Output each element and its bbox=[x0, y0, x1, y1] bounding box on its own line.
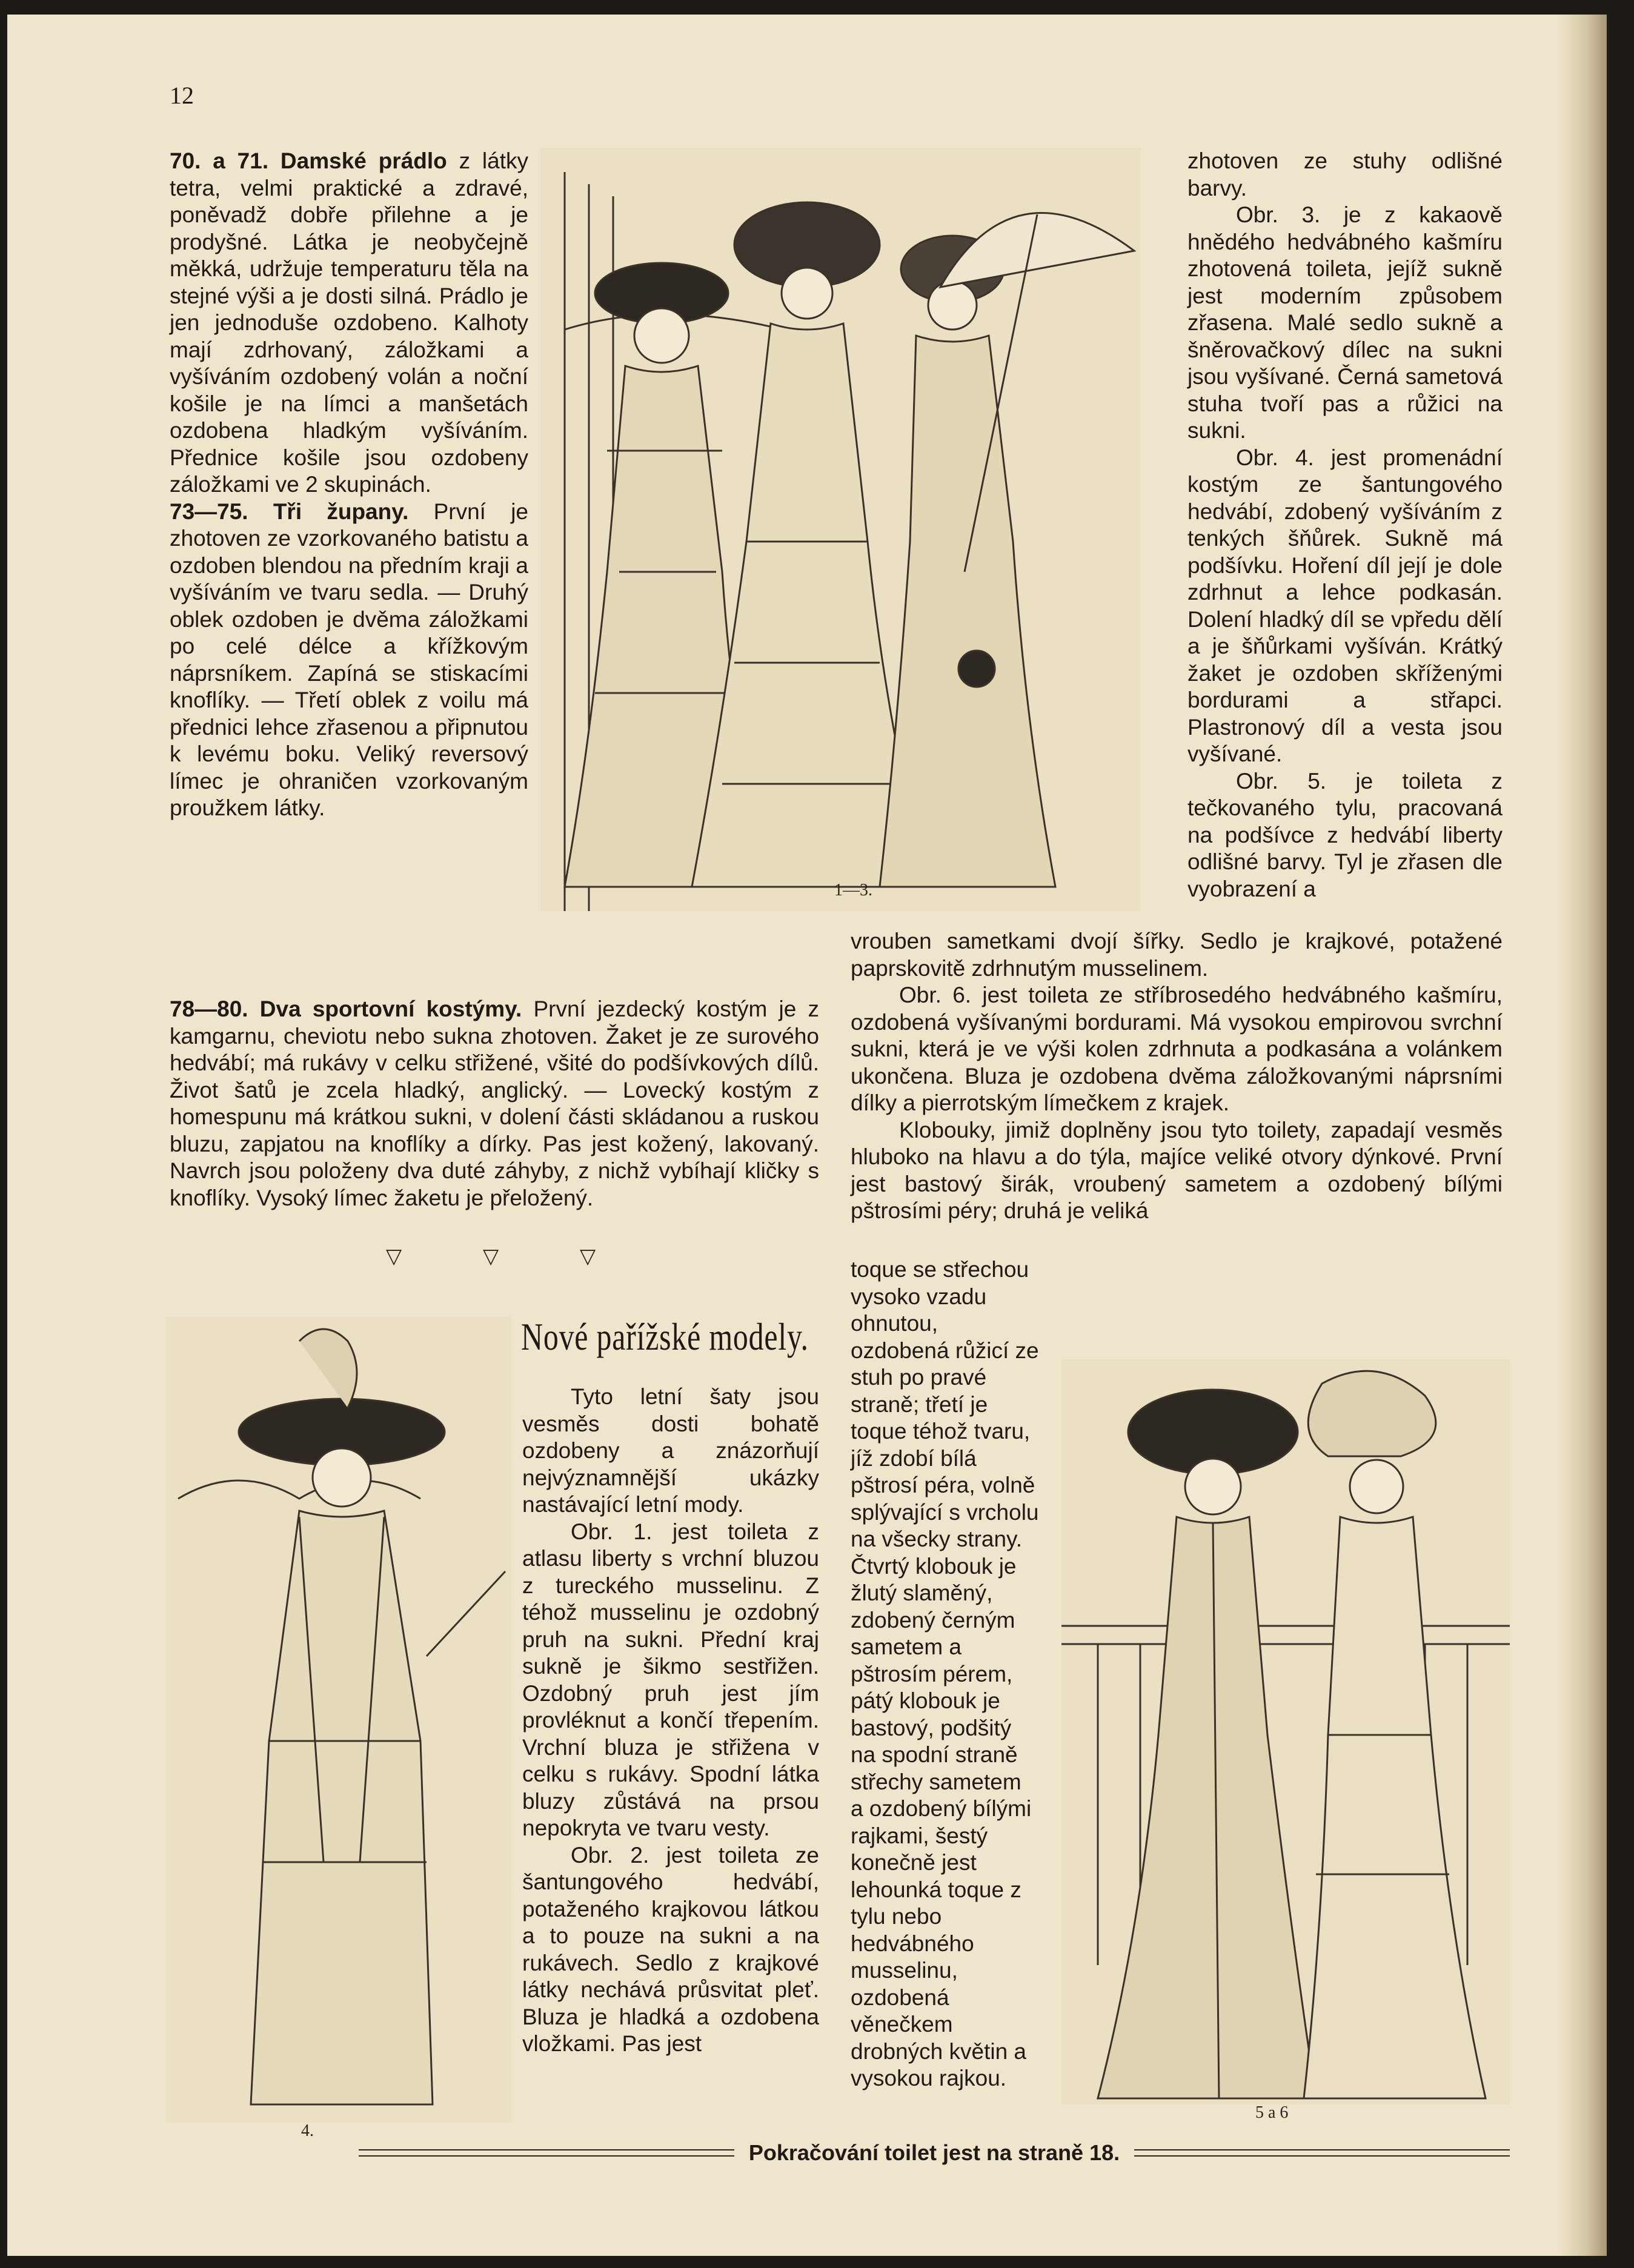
footer-rule-left bbox=[359, 2149, 734, 2157]
article-sport-costumes bbox=[170, 996, 819, 1212]
continuation-footer bbox=[359, 2138, 1510, 2168]
right-para-obr3: Obr. 3. je z kakaově hnědého hedvábného kašmíru zhotovená toileta, jejíž sukně jest moderním způsobem zřasena. Malé sedlo sukně a šněrovačkový dílec na sukni jsou vyšívané. Černá sametová stuha tvoří pas a růžici na sukni. bbox=[1187, 202, 1503, 443]
footer-rule-right bbox=[1134, 2149, 1510, 2157]
fashion-illustration-4 bbox=[166, 1317, 511, 2123]
section-title: Nové pařížské modely. bbox=[521, 1315, 809, 1358]
right-para-sedlo: vrouben sametkami dvojí šířky. Sedlo je krajkové, potažené paprskovitě zdrhnutým musselinem. bbox=[851, 929, 1503, 981]
two-ladies-drawing bbox=[1061, 1359, 1510, 2104]
article-sport-title: 78—80. Dva sportovní kostýmy. bbox=[170, 996, 522, 1021]
column-right-top-text bbox=[1187, 148, 1503, 903]
section-body-text bbox=[522, 1384, 819, 2058]
article-sport-body: První jezdecký kostým je z kamgarnu, cheviotu nebo sukna zhotoven. Žaket je ze surového hedvábí; má rukávy v celku střižené, všité do podšívkových dílů. Život šatů je zcela hladký, anglický. — Lovecký kostým z homespunu má krátkou sukni, v dolení části skládanou a ruskou bluzu, zapjatou na knoflíky a dírky. Pas jest kožený, lakovaný. Navrch jsou položeny dva duté záhyby, z nichž vybíhají kličky s knoflíky. Vysoký límec žaketu je přeložený. bbox=[170, 996, 820, 1210]
page-number: 12 bbox=[170, 82, 194, 109]
narrow-para-hats: toque se střechou vysoko vzadu ohnutou, ozdobená růžicí ze stuh po pravé straně; třetí je toque téhož tvaru, jíž zdobí bílá pštrosí péra, volně splývající s vrcholu na všecky strany. Čtvrtý klobouk je žlutý slaměný, zdobený černým sametem a pštrosím pérem, pátý klobouk je bastový, podšitý na spodní straně střechy sametem a ozdobený bílými rajkami, šestý konečně jest lehounká toque z tylu nebo hedvábného musselinu, ozdobená věnečkem drobných květin a vysokou rajkou. bbox=[851, 1257, 1039, 2091]
article-robes-title: 73—75. Tři župany. bbox=[170, 499, 409, 524]
column-right-mid-text bbox=[851, 928, 1503, 1225]
caption-fig-4: 4. bbox=[301, 2121, 314, 2140]
footer-text: Pokračování toilet jest na straně 18. bbox=[748, 2140, 1120, 2165]
article-robes-body: První je zhotoven ze vzorkovaného batistu a ozdoben blendou na předním kraji a vyšíváním ve tvaru sedla. — Druhý oblek ozdoben je dvěma záložkami po celé délce a křížkovým náprsníkem. Zapíná se stiskacími knoflíky. — Třetí oblek z voilu má přednici lehce zřasenou a připnutou k levému boku. Veliký reversový límec je ohraničen vzorkovaným proužkem látky. bbox=[170, 499, 529, 820]
page-spine-shadow bbox=[1558, 15, 1607, 2256]
section-para-obr1: Obr. 1. jest toileta z atlasu liberty s vrchní bluzou z tureckého musselinu. Z téhož musselinu je ozdobný pruh na sukni. Přední kraj sukně je šikmo sestřižen. Ozdobný pruh jest jím provléknut a končí třepením. Vrchní bluza je střižena v celku s rukávy. Spodní látka bluzy zůstává na prsou nepokryta ve tvaru vesty. bbox=[522, 1519, 819, 1840]
separator-mark-2: ▽ bbox=[483, 1244, 499, 1268]
right-para-klobouky: Klobouky, jimiž doplněny jsou tyto toilety, zapadají vesměs hluboko na hlavu a do týla, majíce veliké otvory dýnkové. První jest bastový širák, vroubený sametem a ozdobený bílými pštrosími péry; druhá je veliká bbox=[851, 1117, 1503, 1223]
article-robes bbox=[170, 499, 528, 822]
caption-fig-5-6: 5 a 6 bbox=[1255, 2103, 1289, 2122]
caption-fig-1-3: 1—3. bbox=[834, 881, 872, 900]
three-ladies-drawing bbox=[540, 148, 1140, 911]
article-lingerie-body: z látky tetra, velmi praktické a zdravé, poněvadž dobře přilehne a je prodyšné. Látka je neobyčejně měkká, udržuje temperaturu těla na stejné výši a je dosti silná. Prádlo je jen jednoduše ozdobeno. Kalhoty mají zdrhovaný, záložkami a vyšíváním ozdobený volán a noční košile je na límci a manšetách ozdobena hladkým vyšíváním. Přednice košile jsou ozdobeny záložkami ve 2 skupinách. bbox=[170, 148, 529, 497]
magazine-page bbox=[7, 15, 1607, 2256]
right-para-obr6: Obr. 6. jest toileta ze stříbrosedého hedvábného kašmíru, ozdobená vyšívanými bordurami. Má vysokou empirovou svrchní sukni, která je ve výši kolen zdrhnuta a podkasána a volánkem ukončena. Bluza je ozdobena dvěma záložkovanými náprsními dílky a pierrotským límečkem z krajek. bbox=[851, 983, 1503, 1115]
fashion-illustration-1-3 bbox=[540, 148, 1140, 911]
right-para-obr4: Obr. 4. jest promenádní kostým ze šantungového hedvábí, zdobený vyšíváním z tenkých šňůrek. Sukně má podšívku. Hoření díl její je dole zdrhnut a lehce podkasán. Dolení hladký díl se vpředu dělí a je šňůrkami vyšíván. Krátký žaket je ozdoben skříženými bordurami a střapci. Plastronový díl a vesta jsou vyšívané. bbox=[1187, 445, 1503, 766]
fashion-illustration-5-6 bbox=[1061, 1359, 1510, 2104]
promenade-costume-drawing bbox=[166, 1317, 511, 2123]
section-para-intro: Tyto letní šaty jsou vesměs dosti bohatě ozdobeny a znázorňují nejvýznamnější ukázky nastávající letní mody. bbox=[522, 1384, 819, 1517]
section-para-obr2: Obr. 2. jest toileta ze šantungového hedvábí, potaženého krajkovou látkou a to pouze na sukni a na rukávech. Sedlo z krajkové látky nechává průsvitat pleť. Bluza je hladká a ozdobena vložkami. Pas jest bbox=[522, 1842, 819, 2056]
separator-mark-1: ▽ bbox=[386, 1244, 402, 1268]
article-lingerie bbox=[170, 148, 528, 499]
column-left-text bbox=[170, 148, 528, 822]
right-para-obr5: Obr. 5. je toileta z tečkovaného tylu, pracovaná na podšívce z hedvábí liberty odlišné barvy. Tyl je zřasen dle vyobrazení a bbox=[1187, 768, 1503, 901]
narrow-column-text bbox=[851, 1256, 1040, 2092]
article-lingerie-title: 70. a 71. Damské prádlo bbox=[170, 148, 447, 173]
separator-mark-3: ▽ bbox=[580, 1244, 596, 1268]
right-para-1: zhotoven ze stuhy odlišné barvy. bbox=[1187, 148, 1503, 201]
